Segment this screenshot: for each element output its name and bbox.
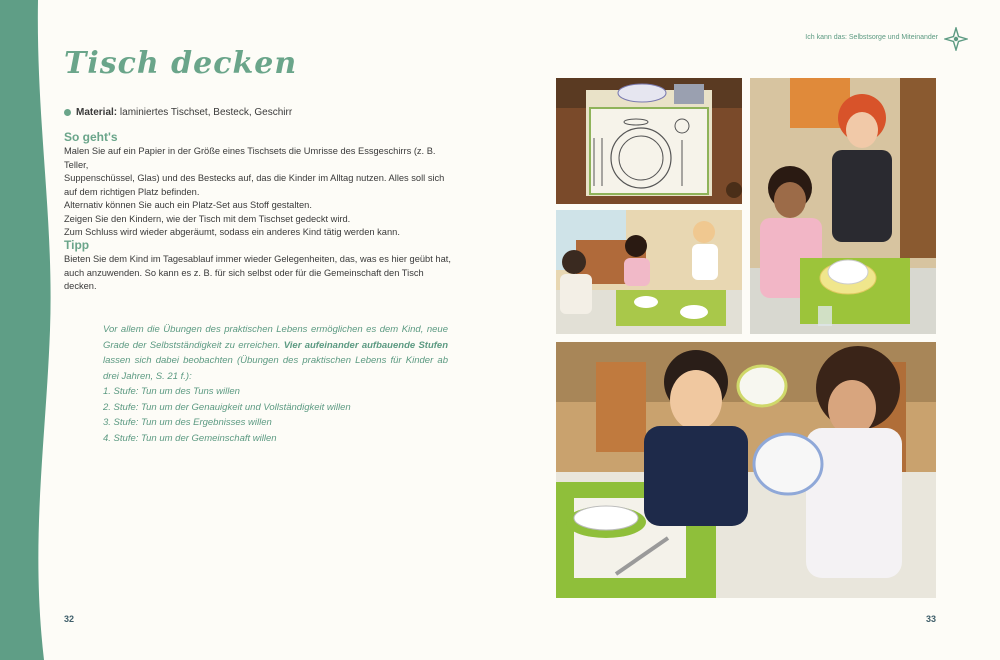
page-title: Tisch decken	[64, 46, 298, 81]
body-line: Bieten Sie dem Kind im Tagesablauf immer wieder Gelegenheiten, das, was es hier geübt hat,	[64, 254, 451, 264]
section-heading-so-gehts: So geht's	[64, 130, 118, 144]
bullet-dot-icon	[64, 109, 71, 116]
decorative-wave-band	[0, 0, 60, 660]
quote-bold: Vier aufeinander aufbauende Stufen	[283, 339, 449, 351]
photo-placemat-outlines	[556, 78, 742, 204]
body-line: Alternativ können Sie auch ein Platz-Set aus Stoff gestalten.	[64, 200, 312, 210]
page-number-right: 33	[926, 614, 937, 624]
running-header: Ich kann das: Selbstsorge und Miteinander	[805, 34, 938, 41]
stage-item: 1. Stufe: Tun um des Tuns willen	[103, 386, 240, 397]
section-heading-tipp: Tipp	[64, 238, 90, 252]
stage-list	[103, 384, 448, 446]
body-line: Malen Sie auf ein Papier in der Größe eines Tischsets die Umrisse des Essgeschirrs (z. B. Teller,	[64, 146, 436, 170]
material-label: Material:	[76, 107, 118, 118]
quote-block	[103, 322, 448, 446]
stage-item: 2. Stufe: Tun um der Genauigkeit und Vollständigkeit willen	[103, 401, 351, 413]
body-line: Zeigen Sie den Kindern, wie der Tisch mit dem Tischset gedeckt wird.	[64, 213, 351, 224]
photo-children-classroom	[556, 210, 742, 334]
compass-star-icon	[944, 27, 968, 51]
stage-item: 3. Stufe: Tun um des Ergebnisses willen	[103, 417, 272, 428]
page-number-left: 32	[64, 614, 75, 624]
body-line: Zum Schluss wird wieder abgeräumt, sodass ein anderes Kind tätig werden kann.	[64, 227, 400, 237]
section-body-tipp	[64, 253, 454, 294]
quote-paragraph	[103, 322, 448, 384]
body-line: auch anzuwenden. So kann es z. B. für sich selbst oder für die Gemeinschaft den Tisch decken.	[64, 267, 424, 291]
section-body-so-gehts	[64, 145, 454, 240]
material-line	[64, 106, 292, 120]
quote-rest: lassen sich dabei beobachten (Übungen des praktischen Lebens für Kinder ab drei Jahren, S. 21 f.):	[103, 355, 448, 382]
quote-intro: Vor allem die Übungen des praktischen Lebens ermöglichen es dem Kind, neue Grade der Selbstständigkeit zu erreichen.	[103, 324, 448, 351]
stage-item: 4. Stufe: Tun um der Gemeinschaft willen	[103, 432, 277, 444]
photo-boy-and-girl-with-bowls	[556, 342, 936, 598]
material-text: laminiertes Tischset, Besteck, Geschirr	[119, 107, 293, 118]
body-line: Suppenschüssel, Glas) und des Bestecks auf, das die Kinder im Alltag nutzen. Alles soll sich	[64, 173, 445, 183]
body-line: auf dem richtigen Platz befinden.	[64, 186, 200, 197]
photo-girl-setting-table	[750, 78, 936, 334]
